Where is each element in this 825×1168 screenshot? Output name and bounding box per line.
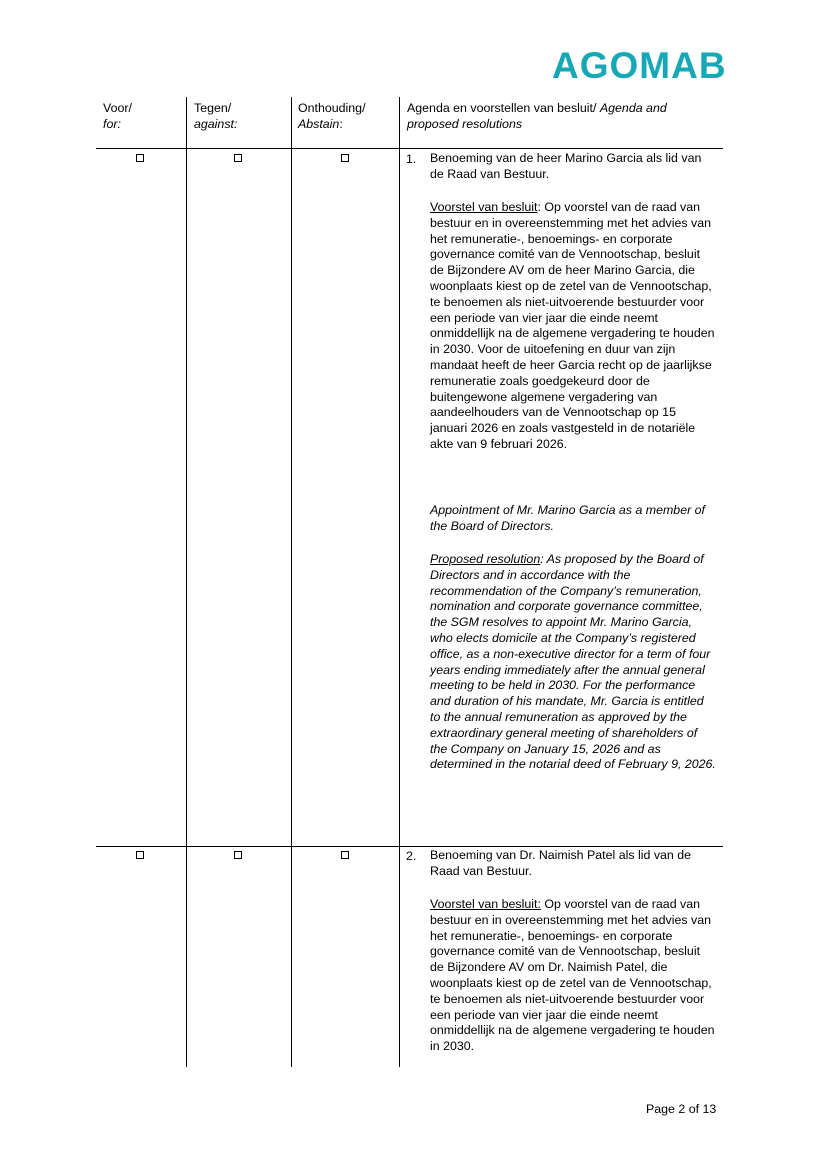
vote-for-checkbox-2[interactable] bbox=[136, 851, 144, 859]
column-divider-1 bbox=[186, 97, 187, 1067]
column-divider-3 bbox=[399, 97, 400, 1067]
page-number: Page 2 of 13 bbox=[646, 1102, 717, 1116]
vote-abstain-checkbox-2[interactable] bbox=[341, 851, 349, 859]
item-1-number: 1. bbox=[406, 152, 417, 166]
vote-abstain-checkbox-1[interactable] bbox=[341, 154, 349, 162]
item-2-number: 2. bbox=[406, 849, 417, 863]
item-1-resolution-label-en: Proposed resolution bbox=[430, 552, 541, 566]
item-2-resolution-text-nl: Op voorstel van de raad van bestuur en in overeenstemming met het advies van het remuneratie-, benoemings- en corporate governance comité van de Vennootschap, besluit de Bijzondere AV om Dr. Naimish Patel, die woonplaats kiest op de zetel van de Vennootschap, te benoemen als niet-uitvoerende bestuurder voor een periode van vier jaar die einde neemt onmiddellijk na de algemene vergadering te houden in 2030. bbox=[430, 897, 715, 1054]
header-against-nl: Tegen/ bbox=[194, 101, 232, 115]
vote-against-checkbox-2[interactable] bbox=[234, 851, 242, 859]
header-for bbox=[103, 101, 132, 132]
header-agenda bbox=[407, 101, 719, 132]
item-1-resolution-text-en: : As proposed by the Board of Directors and in accordance with the recommendation of the Company’s remuneration, nomination and corporate governance committee, the SGM resolves to appoint Mr. Marino Garcia, who elects domicile at the Company’s registered office, as a non-executive director for a term of four years ending immediately after the annual general meeting to be held in 2030. For the performance and duration of his mandate, Mr. Garcia is entitled to the annual remuneration as approved by the extraordinary general meeting of shareholders of the Company on January 15, 2026 and as determined in the notarial deed of February 9, 2026. bbox=[430, 552, 716, 772]
item-1-resolution-label-nl: Voorstel van besluit bbox=[430, 200, 538, 214]
row-divider-1 bbox=[96, 148, 723, 149]
item-1-resolution-en bbox=[430, 552, 716, 773]
item-2-resolution-nl bbox=[430, 897, 716, 1055]
header-agenda-nl: Agenda en voorstellen van besluit/ bbox=[407, 101, 597, 115]
header-against-en: against: bbox=[194, 116, 238, 131]
header-agenda-en-line2: proposed resolutions bbox=[407, 116, 523, 131]
vote-against-checkbox-1[interactable] bbox=[234, 154, 242, 162]
header-abstain bbox=[298, 101, 366, 132]
header-for-en: for: bbox=[103, 116, 121, 131]
logo-text: AGOMAB bbox=[552, 45, 727, 86]
item-1-resolution-nl bbox=[430, 200, 716, 453]
column-divider-2 bbox=[291, 97, 292, 1067]
row-divider-2 bbox=[96, 846, 723, 847]
vote-for-checkbox-1[interactable] bbox=[136, 154, 144, 162]
item-2-title-nl: Benoeming van Dr. Naimish Patel als lid van de Raad van Bestuur. bbox=[430, 848, 692, 878]
header-for-nl: Voor/ bbox=[103, 101, 132, 115]
item-1-title-nl: Benoeming van de heer Marino Garcia als lid van de Raad van Bestuur. bbox=[430, 151, 702, 181]
header-abstain-nl: Onthouding/ bbox=[298, 101, 366, 115]
company-logo bbox=[552, 46, 732, 86]
item-2-resolution-label-nl: Voorstel van besluit: bbox=[430, 897, 541, 911]
item-1-resolution-text-nl: : Op voorstel van de raad van bestuur en in overeenstemming met het advies van het remuneratie-, benoemings- en corporate governance comité van de Vennootschap, besluit de Bijzondere AV om de heer Marino Garcia, die woonplaats kiest op de zetel van de Vennootschap, te benoemen als niet-uitvoerende bestuurder voor een periode van vier jaar die einde neemt onmiddellijk na de algemene vergadering te houden in 2030. Voor de uitoefening en duur van zijn mandaat heeft de heer Garcia recht op de jaarlijkse remuneratie zoals goedgekeurd door de buitengewone algemene vergadering van aandeelhouders van de Vennootschap op 15 januari 2026 en zoals vastgesteld in de notariële akte van 9 februari 2026. bbox=[430, 200, 715, 451]
header-abstain-en: Abstain bbox=[298, 116, 340, 131]
header-agenda-en: Agenda and bbox=[599, 101, 667, 115]
item-1-title-en: Appointment of Mr. Marino Garcia as a member of the Board of Directors. bbox=[430, 503, 705, 533]
header-abstain-colon: : bbox=[339, 116, 343, 131]
header-against bbox=[194, 101, 237, 132]
